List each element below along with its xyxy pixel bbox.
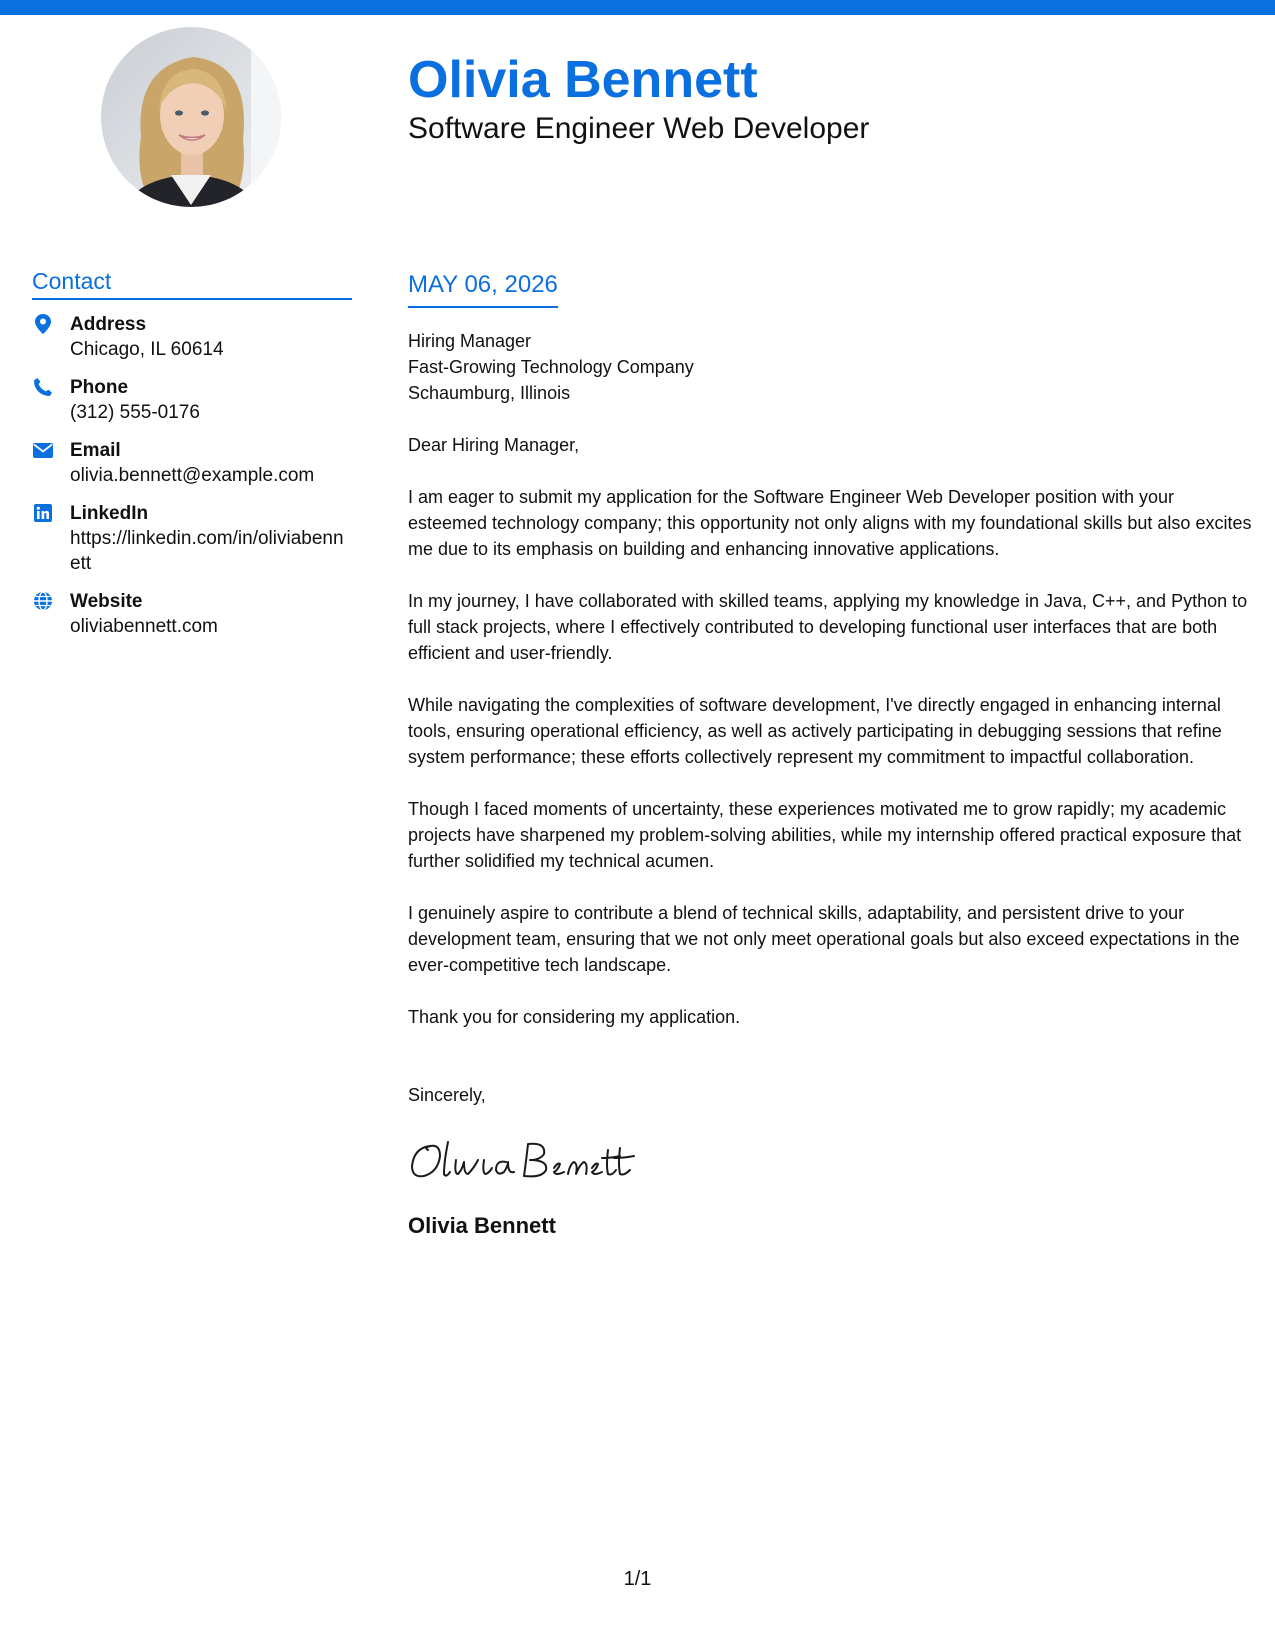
signer-name: Olivia Bennett bbox=[408, 1213, 556, 1238]
contact-item-email bbox=[32, 438, 352, 488]
candidate-name: Olivia Bennett bbox=[408, 51, 758, 109]
phone-value: (312) 555-0176 bbox=[70, 402, 200, 423]
letter-paragraph: In my journey, I have collaborated with skilled teams, applying my knowledge in Java, C++, and Python to full stack projects, where I effectively contributed to developing functional user interfaces that are both efficient and user-friendly. bbox=[408, 591, 1248, 663]
profile-photo-illustration bbox=[101, 27, 281, 207]
letter-paragraph: While navigating the complexities of software development, I've directly engaged in enhancing internal tools, ensuring operational efficiency, as well as actively participating in debugging sessions that refine system performance; these efforts collectively represent my commitment to impactful collaboration. bbox=[408, 695, 1222, 767]
contact-item-phone bbox=[32, 375, 352, 425]
salutation: Dear Hiring Manager, bbox=[408, 435, 580, 455]
letter-paragraph: I am eager to submit my application for the Software Engineer Web Developer position with your esteemed technology company; this opportunity not only aligns with my foundational skills but also excites me due to its emphasis on building and enhancing innovative applications. bbox=[408, 487, 1252, 559]
page-number: 1/1 bbox=[623, 1568, 652, 1590]
candidate-job-title: Software Engineer Web Developer bbox=[408, 112, 870, 145]
website-value[interactable]: oliviabennett.com bbox=[70, 616, 218, 637]
contact-label: Phone bbox=[70, 377, 129, 398]
contact-label: LinkedIn bbox=[70, 503, 149, 524]
contact-item-address bbox=[32, 312, 352, 362]
recipient-block bbox=[408, 328, 1253, 406]
contact-item-linkedin bbox=[32, 501, 352, 576]
contact-list bbox=[32, 312, 352, 639]
phone-icon bbox=[32, 376, 54, 398]
contact-sidebar bbox=[32, 266, 352, 652]
email-icon bbox=[32, 439, 54, 461]
recipient-line: Fast-Growing Technology Company bbox=[408, 357, 694, 377]
contact-label: Website bbox=[70, 591, 143, 612]
location-pin-icon bbox=[32, 313, 54, 335]
letter-paragraph: I genuinely aspire to contribute a blend of technical skills, adaptability, and persistent drive to your development team, ensuring that we not only meet operational goals but also exceed expectations in the ever-competitive tech landscape. bbox=[408, 903, 1240, 975]
letter-paragraph: Though I faced moments of uncertainty, these experiences motivated me to grow rapidly; my academic projects have sharpened my problem-solving abilities, while my internship offered practical exposure that further solidified my technical acumen. bbox=[408, 799, 1242, 871]
recipient-line: Hiring Manager bbox=[408, 331, 532, 351]
top-accent-bar bbox=[0, 0, 1275, 15]
profile-photo bbox=[101, 27, 281, 207]
email-value[interactable]: olivia.bennett@example.com bbox=[70, 465, 315, 486]
letter-paragraph: Thank you for considering my application. bbox=[408, 1007, 741, 1027]
letter-body bbox=[408, 268, 1253, 1241]
letter-date: MAY 06, 2026 bbox=[408, 268, 558, 308]
recipient-line: Schaumburg, Illinois bbox=[408, 383, 571, 403]
contact-item-website bbox=[32, 589, 352, 639]
globe-icon bbox=[32, 590, 54, 612]
contact-label: Email bbox=[70, 440, 121, 461]
closing: Sincerely, bbox=[408, 1085, 486, 1105]
address-value: Chicago, IL 60614 bbox=[70, 339, 224, 360]
linkedin-icon bbox=[32, 502, 54, 524]
handwritten-signature bbox=[408, 1134, 638, 1186]
linkedin-value[interactable]: https://linkedin.com/in/oliviabennett bbox=[70, 528, 344, 574]
contact-label: Address bbox=[70, 314, 147, 335]
contact-heading: Contact bbox=[32, 266, 352, 300]
